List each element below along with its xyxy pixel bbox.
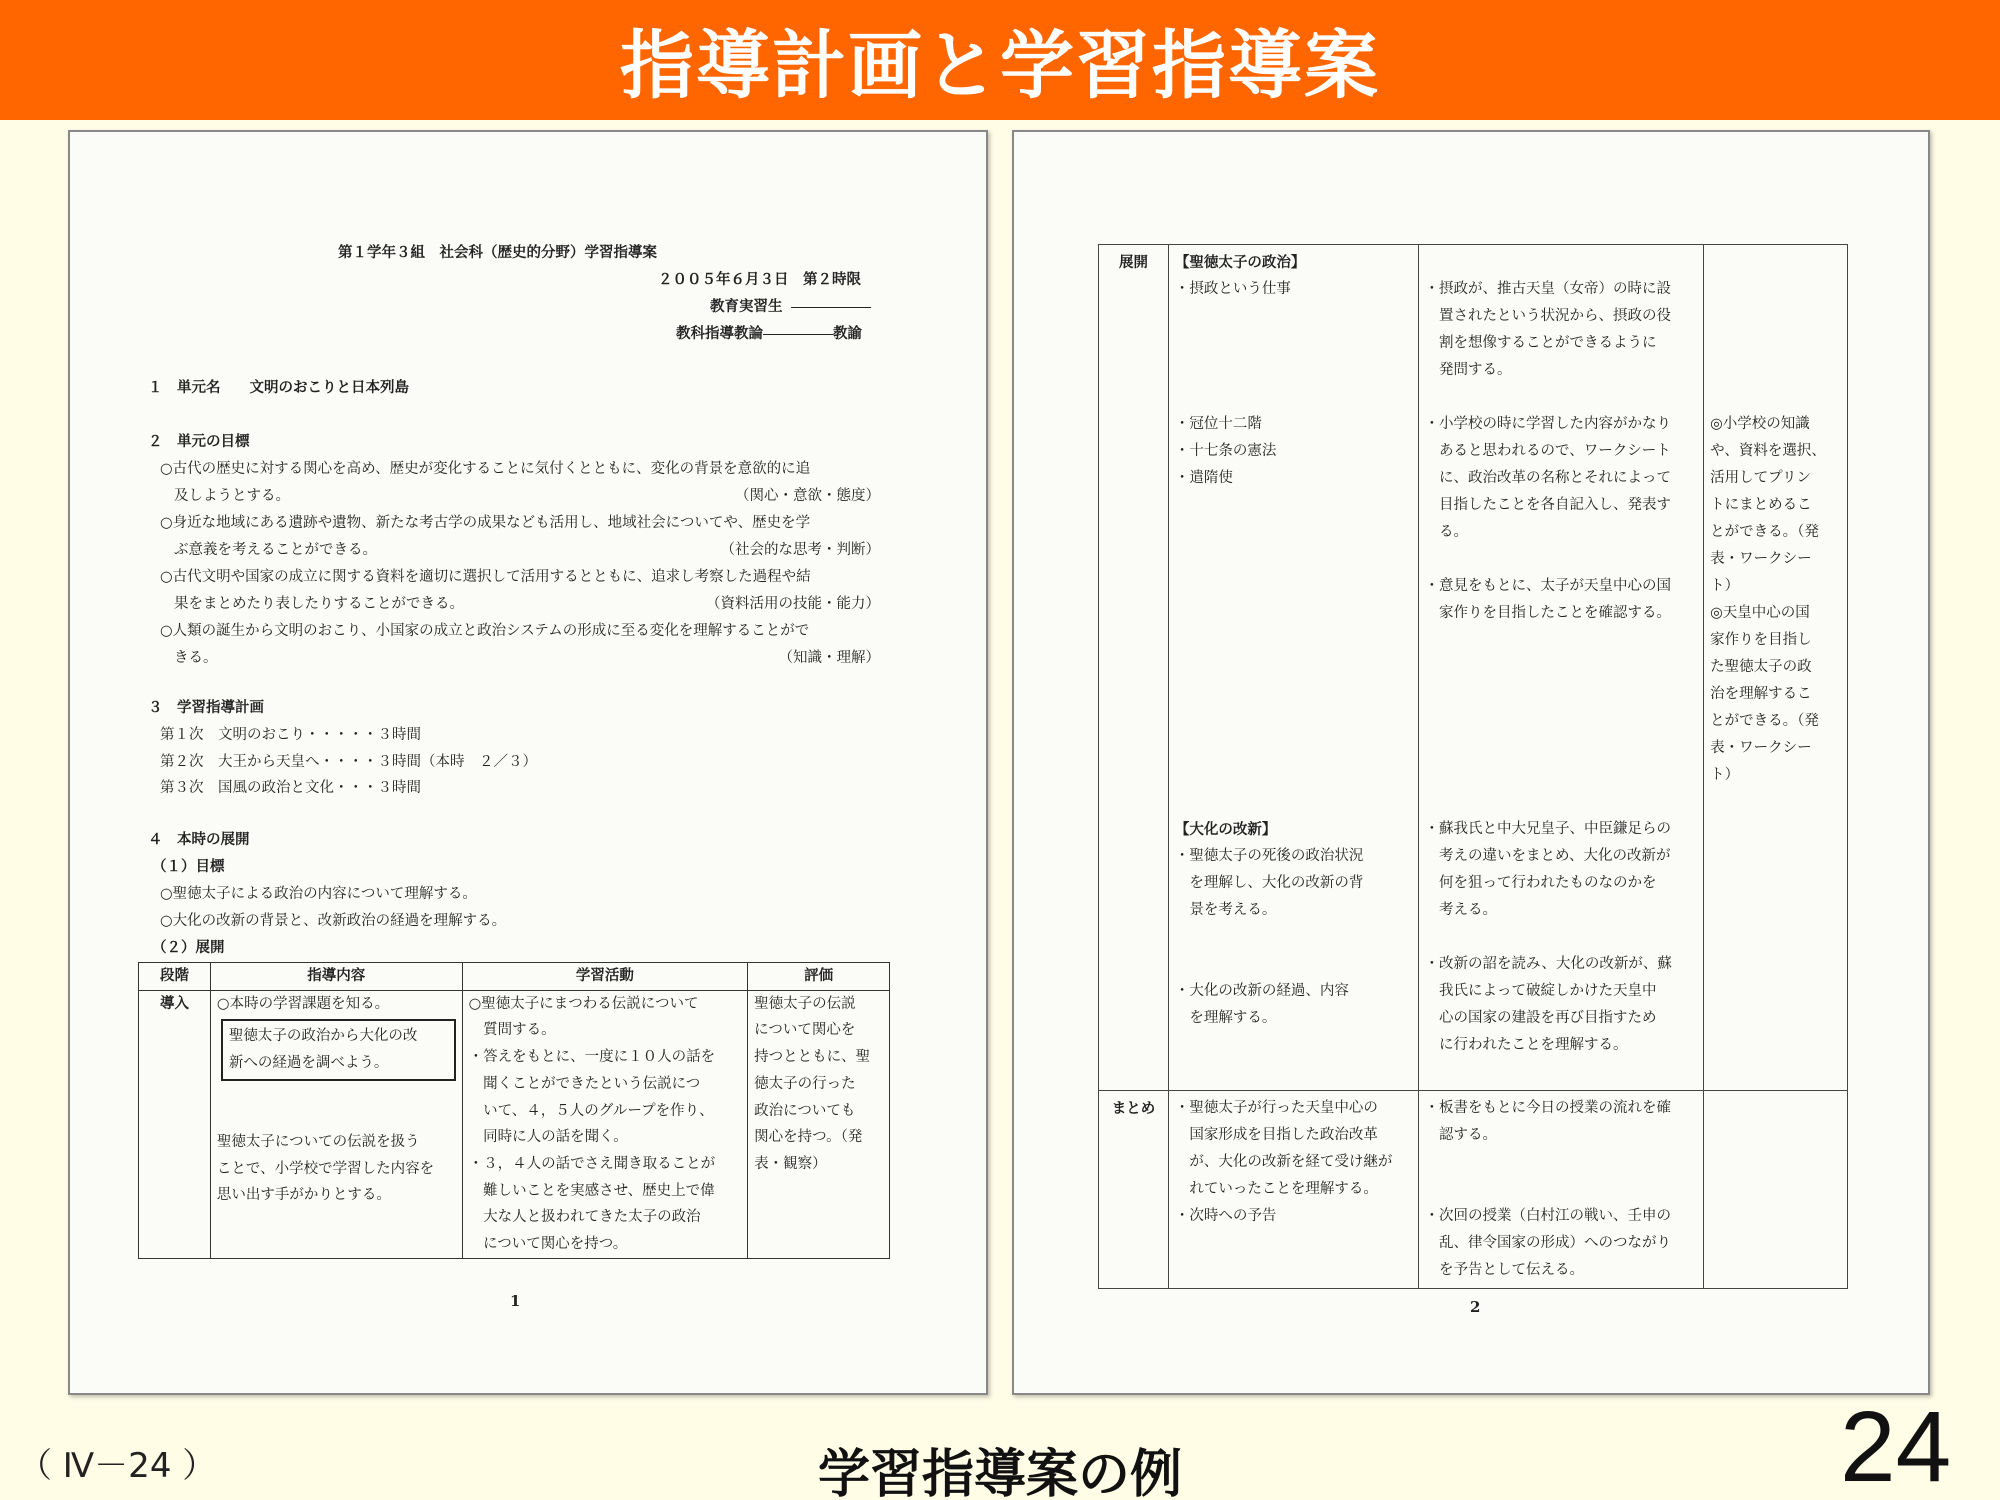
document-page-2 (1012, 130, 1930, 1395)
table-row (1099, 245, 1848, 1091)
title-banner (0, 0, 2000, 120)
lesson-theme-box: 聖徳太子の政治から大化の改 新への経過を調べよう。 (221, 1019, 456, 1080)
unit-goals-heading: ２ 単元の目標 (148, 433, 250, 450)
development-subheading: （２）展開 (152, 939, 225, 956)
objective-item: ○大化の改新の背景と、改新政治の経過を理解する。 (160, 912, 507, 929)
table-row (139, 990, 890, 1258)
evaluation-cell (1704, 1091, 1848, 1289)
slide-page-number: 24 (1840, 1391, 1952, 1500)
objective-subheading: （１）目標 (152, 858, 225, 875)
supervising-teacher-suffix: 教諭 (833, 325, 862, 342)
plan-date: ２００５年６月３日 第２時限 (658, 271, 861, 288)
signature-blank (791, 307, 871, 308)
activity-cell: ○聖徳太子にまつわる伝説について 質問する。 ・答えをもとに、一度に１０人の話を 聞くことができたという伝説につ いて、４，５人のグループを作り、 同時に人の話を聞く。 ・３，４人の話でさえ聞き取ることが 難しいことを実感させ、歴史上で偉 大な人と扱われてきた太子の政治 について関心を持つ。 (462, 990, 748, 1258)
student-teacher-line (710, 294, 871, 321)
lesson-development-heading: ４ 本時の展開 (148, 831, 250, 848)
plan-item: 第２次 大王から天皇へ・・・・３時間（本時 ２／３） (160, 753, 537, 770)
goal-item: ○人類の誕生から文明のおこり、小国家の成立と政治システムの形成に至る変化を理解することがで きる。 （知識・理解） (160, 623, 880, 666)
col-evaluation: 評価 (748, 963, 890, 991)
goal-item: ○古代の歴史に対する関心を高め、歴史が変化することに気付くとともに、変化の背景を意欲的に追 及しようとする。 （関心・意欲・態度） (160, 461, 880, 504)
plan-title: 第１学年３組 社会科（歴史的分野）学習指導案 (338, 244, 657, 261)
stage-cell: 導入 (139, 990, 211, 1258)
slide-reference: （ Ⅳ－24 ） (18, 1446, 217, 1486)
table-row (1099, 1091, 1848, 1289)
activity-cell: ・摂政が、推古天皇（女帝）の時に設 置されたという状況から、摂政の役 割を想像することができるように 発問する。 ・小学校の時に学習した内容がかなり あると思われるので、ワークシート に、政治改革の名称とそれによって 目指したことを各自記入し、発表す る。 ・意見をもとに、太子が天皇中心の国 家作りを目指したことを確認する。 ・蘇我氏と中大兄皇子、中臣鎌足らの 考えの違いをまとめ、大化の改新が 何を狙って行われたものなのかを 考える。 ・改新の詔を読み、大化の改新が、蘇 我氏によって破綻しかけた天皇中 心の国家の建設を再び目指すため に行われたことを理解する。 (1418, 245, 1704, 1091)
col-content: 指導内容 (210, 963, 462, 991)
page-number: 1 (510, 1292, 521, 1310)
goal-item: ○身近な地域にある遺跡や遺物、新たな考古学の成果なども活用し、地域社会についてや、歴史を学 ぶ意義を考えることができる。 （社会的な思考・判断） (160, 515, 880, 558)
table-header-row (139, 963, 890, 991)
student-teacher-label: 教育実習生 (710, 298, 783, 315)
plan-item: 第１次 文明のおこり・・・・・３時間 (160, 727, 421, 743)
page-number: 2 (1470, 1298, 1481, 1316)
stage-cell: まとめ (1099, 1091, 1169, 1289)
stage-cell: 展開 (1099, 245, 1169, 1091)
document-page-1 (68, 130, 988, 1395)
content-cell: ・聖徳太子が行った天皇中心の 国家形成を目指した政治改革 が、大化の改新を経て受け継が れていったことを理解する。 ・次時への予告 (1168, 1091, 1418, 1289)
plan-list (160, 722, 880, 802)
slide-title: 指導計画と学習指導案 (620, 23, 1380, 109)
supervising-teacher-label: 教科指導教論 (676, 325, 763, 342)
evaluation-cell: 聖徳太子の伝説 について関心を 持つとともに、聖 徳太子の行った 政治についても 関心を持つ。（発 表・観察） (748, 990, 890, 1258)
plan-item: 第３次 国風の政治と文化・・・３時間 (160, 780, 421, 797)
objective-list (160, 881, 880, 934)
objective-item: ○聖徳太子による政治の内容について理解する。 (160, 886, 477, 902)
unit-name: １ 単元名 文明のおこりと日本列島 (148, 379, 409, 396)
col-activity: 学習活動 (462, 963, 748, 991)
content-cell: ○本時の学習課題を知る。 聖徳太子の政治から大化の改 新への経過を調べよう。 聖徳太子についての伝説を扱う ことで、小学校で学習した内容を 思い出す手がかりとする。 (210, 990, 462, 1258)
supervising-teacher-line (676, 321, 862, 348)
evaluation-cell: ◎小学校の知識 や、資料を選択、 活用してプリン トにまとめるこ とができる。（発 表・ワークシー ト） ◎天皇中心の国 家作りを目指し た聖徳太子の政 治を理解するこ とができる。（発 表・ワークシー ト） (1704, 245, 1848, 1091)
slide-caption: 学習指導案の例 (817, 1445, 1182, 1500)
signature-blank (763, 334, 833, 335)
lesson-table (138, 962, 890, 1259)
col-stage: 段階 (139, 963, 211, 991)
activity-cell: ・板書をもとに今日の授業の流れを確 認する。 ・次回の授業（白村江の戦い、壬申の 乱、律令国家の形成）へのつながり を予告として伝える。 (1418, 1091, 1704, 1289)
content-cell: 【聖徳太子の政治】 ・摂政という仕事 ・冠位十二階 ・十七条の憲法 ・遣隋使 【大化の改新】 ・聖徳太子の死後の政治状況 を理解し、大化の改新の背 景を考える。 ・大化の改新の経過、内容 を理解する。 (1168, 245, 1418, 1091)
goal-item: ○古代文明や国家の成立に関する資料を適切に選択して活用するとともに、追求し考察した過程や結 果をまとめたり表したりすることができる。 （資料活用の技能・能力） (160, 569, 880, 612)
development-table (1098, 244, 1848, 1289)
plan-heading: ３ 学習指導計画 (148, 699, 264, 716)
